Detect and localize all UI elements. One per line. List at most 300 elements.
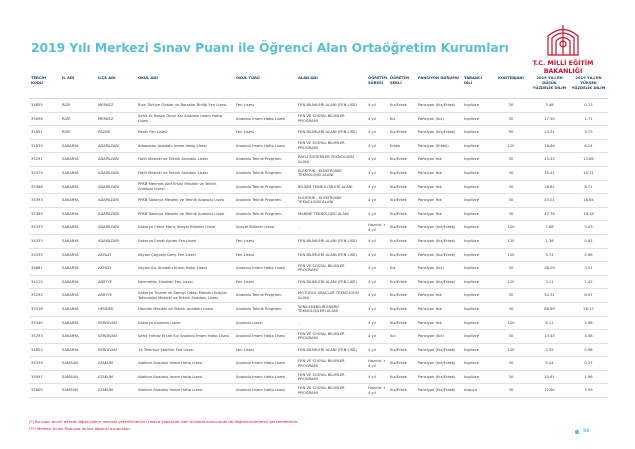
schools-table xyxy=(29,76,608,398)
table-cell: 5.44 xyxy=(530,357,569,371)
table-cell: Pansiyon Yok xyxy=(416,180,462,194)
table-cell: 4 yıl xyxy=(366,330,388,344)
table-cell: İngilizce xyxy=(462,180,492,194)
table-cell: Pansiyon Yok xyxy=(416,153,462,167)
table-cell: 3.99 xyxy=(569,384,608,398)
page-title: 2019 Yılı Merkezi Sınav Puanı ile Öğrenci Alan Ortaöğretim Kurumları xyxy=(31,40,509,55)
table-cell: SAKARYA xyxy=(60,153,96,167)
table-row xyxy=(29,166,608,180)
table-cell: 0.13 xyxy=(569,99,608,113)
table-row xyxy=(29,384,608,398)
table-cell: 17.50 xyxy=(530,112,569,126)
table-cell: İngilizce xyxy=(462,357,492,371)
table-cell: Kız/Erkek xyxy=(388,289,416,303)
table-cell: 30 xyxy=(492,357,530,371)
table-cell: Nevmettin Erbakan Fen Lisesi xyxy=(136,275,234,289)
table-cell: SAKARYA xyxy=(60,330,96,344)
table-cell: Pansiyon (Kız/Erkek) xyxy=(416,234,462,248)
table-cell: Rize Türkiye Odalar ve Borsalar Birliği Fen Lisesi xyxy=(136,99,234,113)
table-cell: 120 xyxy=(492,275,530,289)
table-cell: 4 yıl xyxy=(366,180,388,194)
table-cell: Pansiyon (Kız) xyxy=(416,330,462,344)
table-cell: Kız/Erkek xyxy=(388,221,416,235)
col-header-ogretim-suresi: ÖĞRETİM SÜRESİ xyxy=(366,76,388,99)
table-cell: Anadolu Lisesi xyxy=(234,316,296,330)
table-cell: 34333 xyxy=(29,234,60,248)
table-cell: BİLİŞİM TEKNOLOJİLERİ ALANI xyxy=(296,180,366,194)
table-cell: RAYLI SİSTEMLER TEKNOLOJİSİ ALANI xyxy=(296,153,366,167)
table-cell: İngilizce xyxy=(462,370,492,384)
footnote-2: (**) Merkezi Sınav Puanıyla ilk kez öğrenci alınacaktır. xyxy=(29,426,131,431)
table-cell: İngilizce xyxy=(462,139,492,153)
table-cell: 4 yıl xyxy=(366,166,388,180)
table-cell: 0.98 xyxy=(569,248,608,262)
col-header-tercih-kodu: TERCİH KODU xyxy=(29,76,60,99)
table-cell: Fatih Mesleki ve Teknik Anadolu Lisesi xyxy=(136,166,234,180)
logo-line-1: T.C. MİLLİ EĞİTİM xyxy=(532,60,594,67)
table-cell: 3.48 xyxy=(530,99,569,113)
table-row xyxy=(29,194,608,208)
table-cell: Akyazı Kız Anadolu İmam Hatip Lisesi xyxy=(136,262,234,276)
table-cell: 35388 xyxy=(29,180,60,194)
table-cell: 35096 xyxy=(29,112,60,126)
table-cell: 35335 xyxy=(29,357,60,371)
table-cell: 4 yıl xyxy=(366,194,388,208)
table-row xyxy=(29,99,608,113)
table-cell: 4 yıl xyxy=(366,370,388,384)
table-cell: SAKARYA xyxy=(60,180,96,194)
table-body xyxy=(29,99,608,398)
table-cell: Atakum Anadolu İmam Hatip Lisesi xyxy=(136,357,234,371)
table-cell: ADAPAZARI xyxy=(96,207,136,221)
table-cell: 31851 xyxy=(29,126,60,140)
table-cell: PPKB Sakarya Mesleki ve Teknik Anadolu Lisesi xyxy=(136,207,234,221)
table-cell: FEN BİLİMLERİ ALANI (FEN LİSE) xyxy=(296,248,366,262)
col-header-kontenjani: KONTENJANI xyxy=(492,76,530,99)
table-cell: ARİFİYE xyxy=(96,275,136,289)
table-cell: Kız xyxy=(388,330,416,344)
table-cell: 4 yıl xyxy=(366,207,388,221)
table-cell: Adapazarı Anadolu İmam Hatip Lisesi xyxy=(136,139,234,153)
table-cell: 35318 xyxy=(29,302,60,316)
table-cell: 35.41 xyxy=(530,166,569,180)
table-cell: SAKARYA xyxy=(60,289,96,303)
table-cell: 3.43 xyxy=(569,221,608,235)
table-cell: İngilizce xyxy=(462,275,492,289)
table-cell: 35393 xyxy=(29,194,60,208)
table-row xyxy=(29,357,608,371)
table-row xyxy=(29,153,608,167)
table-cell: 8.97 xyxy=(569,289,608,303)
table-cell: İngilizce xyxy=(462,99,492,113)
table-row xyxy=(29,112,608,126)
table-cell: Pazar Fen Lisesi xyxy=(136,126,234,140)
table-cell: 6.24 xyxy=(569,139,608,153)
table-cell: 8.11 xyxy=(530,316,569,330)
table-cell: 7.86 xyxy=(530,221,569,235)
table-cell: Fatih Mesleki ve Teknik Anadolu Lisesi xyxy=(136,153,234,167)
table-cell: Pansiyon Yok xyxy=(416,166,462,180)
table-cell: Anadolu Teknik Programı xyxy=(234,153,296,167)
table-row xyxy=(29,139,608,153)
table-cell: Kız/Erkek xyxy=(388,166,416,180)
table-cell: SAKARYA xyxy=(60,194,96,208)
table-cell: 3.55 xyxy=(530,343,569,357)
table-cell: İngilizce xyxy=(462,153,492,167)
table-cell: SAKARYA xyxy=(60,302,96,316)
table-cell: Kız/Erkek xyxy=(388,207,416,221)
table-cell: ELEKTRİK - ELEKTRONİK TEKNOLOJİSİ ALANI xyxy=(296,194,366,208)
table-cell: ELEKTRİK - ELEKTRONİK TEKNOLOJİSİ ALANI xyxy=(296,166,366,180)
table-cell: 13.86 xyxy=(569,153,608,167)
table-cell: 30 xyxy=(492,180,530,194)
table-cell: 31839 xyxy=(29,139,60,153)
table-cell: FEN BİLİMLERİ ALANI (FEN LİSE) xyxy=(296,275,366,289)
table-cell: 35291 xyxy=(29,153,60,167)
table-cell: 30 xyxy=(492,207,530,221)
table-cell: 4 yıl xyxy=(366,126,388,140)
table-cell: 4 yıl xyxy=(366,248,388,262)
table-cell: 4 yıl xyxy=(366,112,388,126)
table-cell: Fen Lisesi xyxy=(234,126,296,140)
table-cell: YENİLENEBİLİR ENERJİ TEKNOLOJİLERİ ALANI xyxy=(296,302,366,316)
table-cell: Anadolu İmam Hatip Lisesi xyxy=(234,330,296,344)
table-cell: ADAPAZARI xyxy=(96,194,136,208)
table-cell: ADAPAZARI xyxy=(96,153,136,167)
table-row xyxy=(29,207,608,221)
table-cell: 35597 xyxy=(29,370,60,384)
table-cell: Anadolu Teknik Programı xyxy=(234,194,296,208)
table-cell: FEN VE SOSYAL BİLİMLER PROGRAMI xyxy=(296,139,366,153)
col-header-en-dusuk: 2019 YILI EN DÜŞÜK YÜZDELİK DİLİM xyxy=(530,76,569,99)
col-header-yabanci-dili: YABANCI DİLİ xyxy=(462,76,492,99)
table-cell: 34333 xyxy=(29,221,60,235)
table-cell: 26.09 xyxy=(530,262,569,276)
table-cell: Fen Lisesi xyxy=(234,343,296,357)
table-cell: Anadolu İmam Hatip Lisesi xyxy=(234,370,296,384)
table-cell: SERDİVAN xyxy=(96,316,136,330)
table-cell: 14.31 xyxy=(530,126,569,140)
col-header-okul-turu: OKUL TÜRÜ xyxy=(234,76,296,99)
table-cell: Atakum Anadolu İmam Hatip Lisesi xyxy=(136,370,234,384)
table-cell: PPKB Mehmet Akif Ersoy Mesleki ve Teknik Anadolu Lisesi xyxy=(136,180,234,194)
table-cell: Pansiyon (Kız/Erkek) xyxy=(416,99,462,113)
table-cell: - xyxy=(296,221,366,235)
table-cell: Pansiyon Yok xyxy=(416,289,462,303)
table-cell: İngilizce xyxy=(462,330,492,344)
table-cell: 4 yıl xyxy=(366,262,388,276)
table-cell: 120 xyxy=(492,343,530,357)
table-cell: SAMSUN xyxy=(60,384,96,398)
table-cell: 30 xyxy=(492,289,530,303)
table-cell: ADAPAZARI xyxy=(96,221,136,235)
footnote-1: (*) Bu alanı tercih edecek öğrencilerin mesleki yeterliliklerinin sınava yapılacak olan mülakat sonucunda da değerlendirmeleri gerekmektedir. xyxy=(29,419,299,424)
table-cell: Pansiyon (Kız/Erkek) xyxy=(416,248,462,262)
table-cell: 0.37 xyxy=(569,357,608,371)
table-cell: Kız xyxy=(388,262,416,276)
table-cell: Anadolu İmam Hatip Lisesi xyxy=(234,262,296,276)
table-cell: Pansiyon (Kız/Erkek) xyxy=(416,370,462,384)
table-cell: PPKB Sakarya Mesleki ve Teknik Anadolu Lisesi xyxy=(136,194,234,208)
table-cell: Sakarya Ticaret ve Sanayi Odası Motorlu Araçlar Teknolojisi Mesleki ve Teknik Anadolu Lisesi xyxy=(136,289,234,303)
table-cell: 35379 xyxy=(29,166,60,180)
table-cell: İngilizce xyxy=(462,248,492,262)
table-cell: Pansiyon (Kız/Erkek) xyxy=(416,357,462,371)
table-cell: Pansiyon Yok xyxy=(416,316,462,330)
table-cell: 10.61 xyxy=(530,370,569,384)
table-cell: 50.31 xyxy=(530,289,569,303)
table-cell: 34335 xyxy=(29,248,60,262)
table-row xyxy=(29,316,608,330)
table-cell: Anadolu Teknik Programı xyxy=(234,289,296,303)
table-row xyxy=(29,330,608,344)
table-cell: İngilizce xyxy=(462,234,492,248)
table-cell: RİZE xyxy=(60,126,96,140)
table-cell: 15 Temmuz Şehitler Fen Lisesi xyxy=(136,343,234,357)
table-cell: 4 yıl xyxy=(366,99,388,113)
table-cell: FEN VE SOSYAL BİLİMLER PROGRAMI xyxy=(296,262,366,276)
table-cell: Pansiyon Yok xyxy=(416,194,462,208)
table-cell: Pansiyon (Kız/Erkek) xyxy=(416,221,462,235)
table-row xyxy=(29,343,608,357)
table-cell: 30 xyxy=(492,302,530,316)
table-cell: 35340 xyxy=(29,316,60,330)
table-cell: 34855 xyxy=(29,99,60,113)
table-cell: Kız/Erkek xyxy=(388,357,416,371)
table-cell: SAKARYA xyxy=(60,262,96,276)
table-cell: 35600 xyxy=(29,384,60,398)
table-cell: 5.74 xyxy=(530,248,569,262)
table-cell: 35687 xyxy=(29,262,60,276)
table-cell: SAKARYA xyxy=(60,343,96,357)
table-cell: 4 yıl xyxy=(366,316,388,330)
table-cell: Kız/Erkek xyxy=(388,234,416,248)
table-cell: 34852 xyxy=(29,343,60,357)
table-cell: 30 xyxy=(492,166,530,180)
table-cell: İngilizce xyxy=(462,302,492,316)
table-cell: Anadolu Teknik Programı xyxy=(234,302,296,316)
table-cell: Pansiyon (Kız/Erkek) xyxy=(416,275,462,289)
table-cell: 19.18 xyxy=(569,207,608,221)
table-cell: Kız xyxy=(388,112,416,126)
table-row xyxy=(29,275,608,289)
table-cell: 30 xyxy=(492,384,530,398)
table-cell: SAMSUN xyxy=(60,370,96,384)
table-cell: 30 xyxy=(492,99,530,113)
table-cell: Hazırlık + 4 yıl xyxy=(366,384,388,398)
table-cell: 30 xyxy=(492,330,530,344)
table-cell: Fen Lisesi xyxy=(234,275,296,289)
col-header-pansiyon-durumu: PANSİYON DURUMU xyxy=(416,76,462,99)
table-cell: Kız/Erkek xyxy=(388,126,416,140)
col-header-alan-adi: ALAN ADI xyxy=(296,76,366,99)
table-cell: 35293 xyxy=(29,330,60,344)
table-cell: FEN VE SOSYAL BİLİMLER PROGRAMI xyxy=(296,112,366,126)
table-cell: 30 xyxy=(492,194,530,208)
table-cell: FEN VE SOSYAL BİLİMLER PROGRAMI xyxy=(296,370,366,384)
table-cell: Kız/Erkek xyxy=(388,370,416,384)
table-cell: FEN BİLİMLERİ ALANI (FEN LİSE) xyxy=(296,99,366,113)
table-cell: ATAKUM xyxy=(96,370,136,384)
table-cell: 120 xyxy=(492,221,530,235)
table-cell: Sakarya Cemil Meriç Sosyal Bilimler Lisesi xyxy=(136,221,234,235)
table-cell: İngilizce xyxy=(462,262,492,276)
table-cell: - xyxy=(296,316,366,330)
table-cell: Anadolu İmam Hatip Lisesi xyxy=(234,112,296,126)
table-cell: FEN VE SOSYAL BİLİMLER PROGRAMI xyxy=(296,357,366,371)
table-cell: 0.02 xyxy=(569,234,608,248)
table-cell: 4 yıl xyxy=(366,343,388,357)
table-cell: Atakum Anadolu İmam Hatip Lisesi xyxy=(136,384,234,398)
col-header-il-adi: İL ADI xyxy=(60,76,96,99)
table-cell: 4 yıl xyxy=(366,275,388,289)
table-cell: Kız/Erkek xyxy=(388,153,416,167)
table-cell: 4 yıl xyxy=(366,289,388,303)
table-cell: 3.11 xyxy=(530,275,569,289)
table-cell: Pansiyon (Kız) xyxy=(416,262,462,276)
table-cell: Kız/Erkek xyxy=(388,99,416,113)
table-cell: MERKEZ xyxy=(96,99,136,113)
table-cell: ATAKUM xyxy=(96,384,136,398)
table-cell: 1.96 xyxy=(569,370,608,384)
table-cell: Hazırlık + 4 yıl xyxy=(366,221,388,235)
table-cell: 1.71 xyxy=(569,112,608,126)
table-cell: Hendek Mesleki ve Teknik Anadolu Lisesi xyxy=(136,302,234,316)
table-cell: 30 xyxy=(492,370,530,384)
table-row xyxy=(29,262,608,276)
table-cell: 3.73 xyxy=(569,126,608,140)
table-cell: Sakarya Anadolu Lisesi xyxy=(136,316,234,330)
table-cell: AKYAZI xyxy=(96,262,136,276)
table-cell: Kız/Erkek xyxy=(388,384,416,398)
table-cell: 3.01 xyxy=(569,262,608,276)
table-cell: Kız/Erkek xyxy=(388,275,416,289)
table-cell: FEN VE SOSYAL BİLİMLER PROGRAMI xyxy=(296,384,366,398)
table-row xyxy=(29,248,608,262)
table-cell: Şehit Er Hasan Durul Kız Anadolu İmam Hatip Lisesi xyxy=(136,112,234,126)
table-cell: Anadolu İmam Hatip Lisesi xyxy=(234,384,296,398)
table-cell: 43.01 xyxy=(530,194,569,208)
col-header-ogretim-sekli: ÖĞRETİM ŞEKLİ xyxy=(388,76,416,99)
table-cell: 4 yıl xyxy=(366,302,388,316)
col-header-okul-adi: OKUL ADI xyxy=(136,76,234,99)
table-cell: 90 xyxy=(492,126,530,140)
table-cell: Pansiyon (Kız/Erkek) xyxy=(416,343,462,357)
col-header-ilce-adi: İLÇE ADI xyxy=(96,76,136,99)
table-cell: İngilizce xyxy=(462,166,492,180)
table-cell: 30 xyxy=(492,153,530,167)
table-cell: SAMSUN xyxy=(60,357,96,371)
table-cell: İngilizce xyxy=(462,126,492,140)
table-cell: FEN BİLİMLERİ ALANI (FEN LİSE) xyxy=(296,343,366,357)
table-cell: İngilizce xyxy=(462,289,492,303)
table-cell: ATAKUM xyxy=(96,357,136,371)
table-row xyxy=(29,221,608,235)
table-cell: Pansiyon (Erkek) xyxy=(416,139,462,153)
table-cell: Şehit Yılmaz Ercan Kız Anadolu İmam Hatip Lisesi xyxy=(136,330,234,344)
table-cell: FEN BİLİMLERİ ALANI (FEN LİSE) xyxy=(296,126,366,140)
table-row xyxy=(29,126,608,140)
table-cell: İngilizce xyxy=(462,112,492,126)
page-number: 56 xyxy=(583,429,590,434)
table-cell: ARİFİYE xyxy=(96,289,136,303)
table-cell: Anadolu İmam Hatip Lisesi xyxy=(234,139,296,153)
table-cell: 68.69 xyxy=(530,302,569,316)
table-cell: Sakarya Cevat Ayhan Fen Lisesi xyxy=(136,234,234,248)
table-cell: Anadolu Teknik Programı xyxy=(234,166,296,180)
table-cell: 16.64 xyxy=(530,139,569,153)
table-cell: 28.81 xyxy=(530,180,569,194)
table-header-row xyxy=(29,76,608,99)
table-cell: ADAPAZARI xyxy=(96,234,136,248)
table-cell: 26.17 xyxy=(569,302,608,316)
col-header-en-yuksek: 2019 YILI EN YÜKSEK YÜZDELİK DİLİM xyxy=(569,76,608,99)
table-cell: 1.38 xyxy=(530,234,569,248)
table-cell: İngilizce xyxy=(462,343,492,357)
table-cell: Pansiyon Yok xyxy=(416,302,462,316)
table-cell: Fen Lisesi xyxy=(234,248,296,262)
table-cell: AKYAZI xyxy=(96,248,136,262)
table-cell: Anadolu Teknik Programı xyxy=(234,180,296,194)
table-cell: SAKARYA xyxy=(60,166,96,180)
table-cell: 4.58 xyxy=(569,330,608,344)
table-cell: Anadolu Teknik Programı xyxy=(234,207,296,221)
table-row xyxy=(29,302,608,316)
table-cell: Arapça xyxy=(462,384,492,398)
table-cell: 120 xyxy=(492,139,530,153)
table-cell: HENDEK xyxy=(96,302,136,316)
table-cell: 12.80 xyxy=(530,384,569,398)
table-cell: 8.71 xyxy=(569,180,608,194)
table-cell: Kız/Erkek xyxy=(388,180,416,194)
table-cell: 35292 xyxy=(29,289,60,303)
table-cell: 13.45 xyxy=(530,330,569,344)
table-cell: SAKARYA xyxy=(60,234,96,248)
table-cell: İngilizce xyxy=(462,207,492,221)
table-cell: 4 yıl xyxy=(366,234,388,248)
table-cell: SAKARYA xyxy=(60,316,96,330)
table-cell: ADAPAZARI xyxy=(96,180,136,194)
table-row xyxy=(29,180,608,194)
table-cell: SERDİVAN xyxy=(96,330,136,344)
table-row xyxy=(29,234,608,248)
table-cell: FEN VE SOSYAL BİLİMLER PROGRAMI xyxy=(296,330,366,344)
table-cell: 45.52 xyxy=(530,153,569,167)
table-cell: 1.98 xyxy=(569,316,608,330)
table-cell: İngilizce xyxy=(462,194,492,208)
table-cell: Erkek xyxy=(388,139,416,153)
ministry-logo xyxy=(528,22,598,78)
table-cell: 30 xyxy=(492,112,530,126)
table-cell: MAKİNE TEKNOLOJİSİ ALANI xyxy=(296,207,366,221)
table-cell: 18.64 xyxy=(569,194,608,208)
table-cell: İngilizce xyxy=(462,316,492,330)
table-cell: 34215 xyxy=(29,275,60,289)
logo-line-2: BAKANLIĞI xyxy=(543,68,583,75)
table-cell: Anadolu İmam Hatip Lisesi xyxy=(234,357,296,371)
table-cell: 15.71 xyxy=(569,166,608,180)
table-cell: FEN BİLİMLERİ ALANI (FEN LİSE) xyxy=(296,234,366,248)
table-cell: RİZE xyxy=(60,112,96,126)
table-cell: RİZE xyxy=(60,99,96,113)
table-cell: Hazırlık + 4 yıl xyxy=(366,357,388,371)
table-cell: 30 xyxy=(492,262,530,276)
table-cell: Pansiyon Yok xyxy=(416,207,462,221)
table-cell: 0.98 xyxy=(569,343,608,357)
page-marker-icon xyxy=(575,430,579,434)
table-cell: Kız/Erkek xyxy=(388,248,416,262)
table-cell: Sosyal Bilimler Lisesi xyxy=(234,221,296,235)
